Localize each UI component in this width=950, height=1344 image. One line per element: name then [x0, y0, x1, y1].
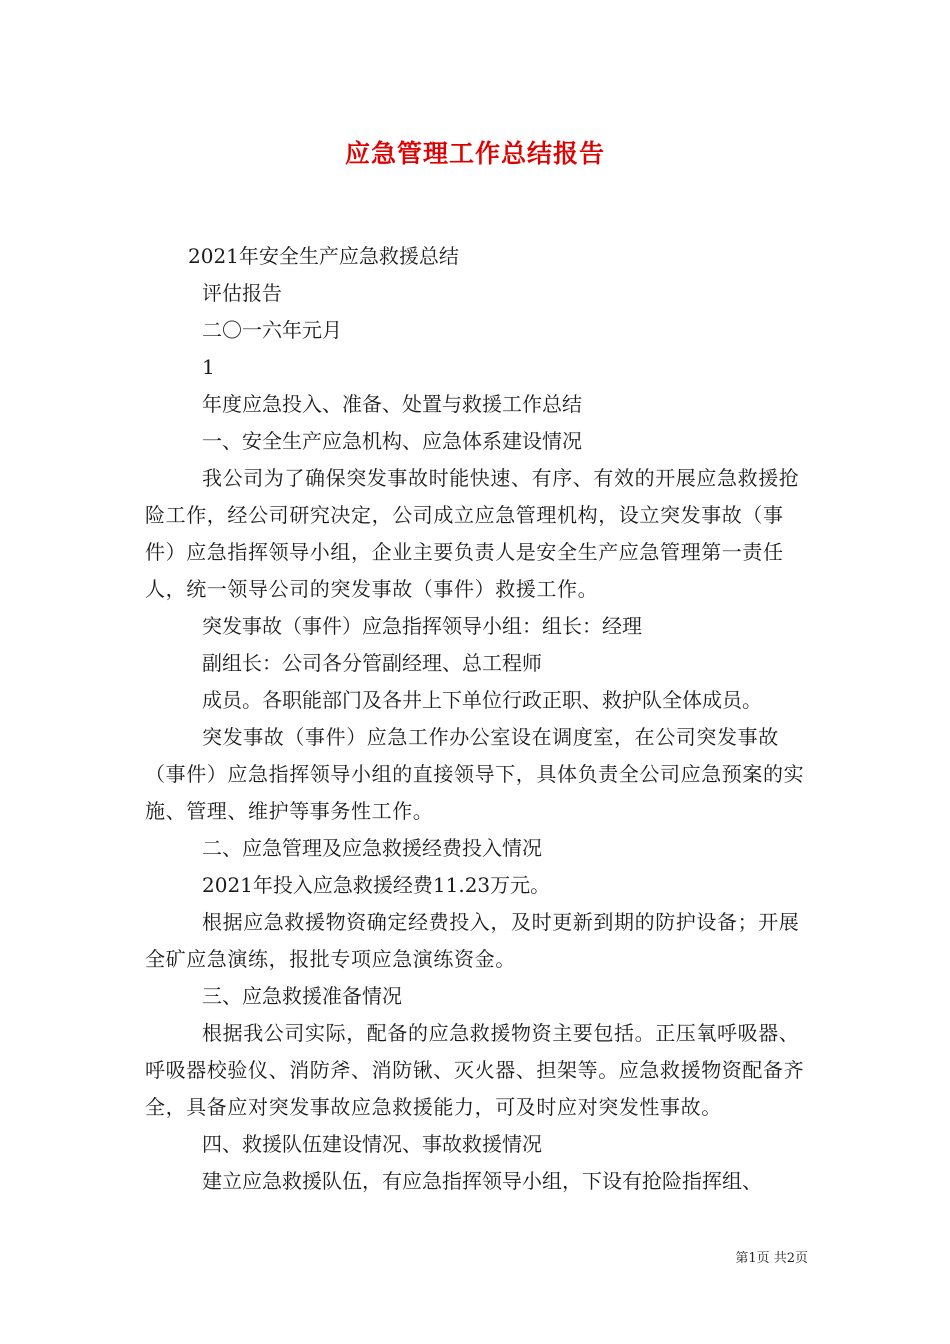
section-heading-4: 四、救援队伍建设情况、事故救援情况 [202, 1132, 542, 1156]
paragraph-2: 突发事故（事件）应急工作办公室设在调度室，在公司突发事故（事件）应急指挥领导小组的直接领导下，具体负责全公司应急预案的实施、管理、维护等事务性工作。 [145, 725, 805, 823]
funding-line: 2021年投入应急救援经费11.23万元。 [202, 873, 551, 897]
report-type-line: 评估报告 [202, 281, 282, 305]
page-footer: 第1页 共2页 [735, 1251, 808, 1266]
page-number-line: 1 [202, 355, 215, 379]
paragraph-1: 我公司为了确保突发事故时能快速、有序、有效的开展应急救援抢险工作，经公司研究决定，公司成立应急管理机构，设立突发事故（事件）应急指挥领导小组，企业主要负责人是安全生产应急管理第一责任人，统一领导公司的突发事故（事件）救援工作。 [145, 466, 800, 601]
leader-group-line: 突发事故（事件）应急指挥领导小组：组长：经理 [202, 614, 642, 638]
members-line: 成员。各职能部门及各井上下单位行政正职、救护队全体成员。 [202, 688, 762, 712]
section-heading-1: 一、安全生产应急机构、应急体系建设情况 [202, 429, 582, 453]
section-heading-3: 三、应急救援准备情况 [202, 984, 402, 1008]
paragraph-3: 根据应急救援物资确定经费投入，及时更新到期的防护设备；开展全矿应急演练，报批专项应急演练资金。 [145, 910, 800, 971]
section-heading-2: 二、应急管理及应急救援经费投入情况 [202, 836, 542, 860]
document-title: 应急管理工作总结报告 [344, 139, 605, 168]
date-line: 二〇一六年元月 [202, 318, 342, 342]
paragraph-4: 根据我公司实际，配备的应急救援物资主要包括。正压氧呼吸器、呼吸器校验仪、消防斧、消防锹、灭火器、担架等。应急救援物资配备齐全，具备应对突发事故应急救援能力，可及时应对突发性事故。 [145, 1021, 805, 1119]
document-body [145, 238, 813, 1200]
deputy-leader-line: 副组长：公司各分管副经理、总工程师 [202, 651, 542, 675]
summary-heading: 年度应急投入、准备、处置与救援工作总结 [202, 392, 582, 416]
subtitle-line: 2021年安全生产应急救援总结 [188, 244, 459, 268]
rescue-team-line: 建立应急救援队伍，有应急指挥领导小组，下设有抢险指挥组、 [202, 1169, 762, 1193]
